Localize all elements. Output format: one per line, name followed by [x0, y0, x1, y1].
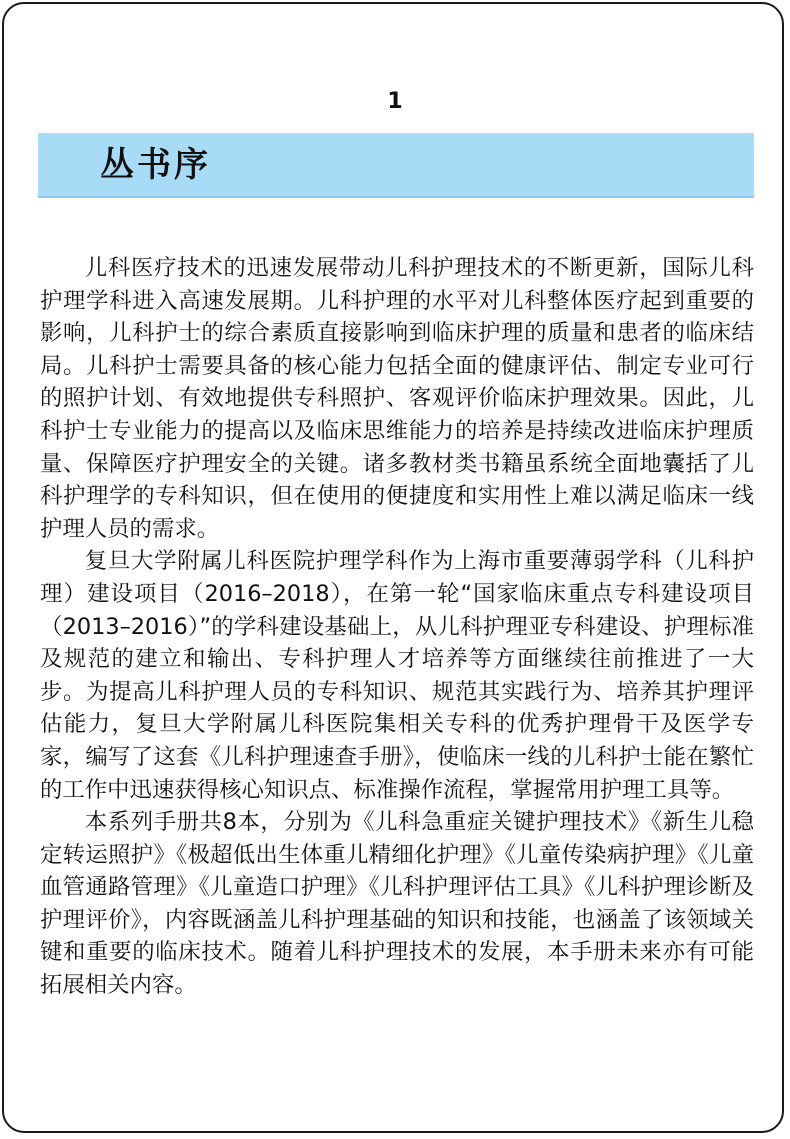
section-title: 丛书序	[100, 145, 211, 185]
paragraph-1: 儿科医疗技术的迅速发展带动儿科护理技术的不断更新，国际儿科护理学科进入高速发展期。儿科护理的水平对儿科整体医疗起到重要的影响，儿科护士的综合素质直接影响到临床护理的质量和患者的临床结局。儿科护士需要具备的核心能力包括全面的健康评估、制定专业可行的照护计划、有效地提供专科照护、客观评价临床护理效果。因此，儿科护士专业能力的提高以及临床思维能力的培养是持续改进临床护理质量、保障医疗护理安全的关键。诸多教材类书籍虽系统全面地囊括了儿科护理学的专科知识，但在使用的便捷度和实用性上难以满足临床一线护理人员的需求。	[40, 255, 754, 542]
paragraph-2: 复旦大学附属儿科医院护理学科作为上海市重要薄弱学科（儿科护理）建设项目（2016–2018），在第一轮“国家临床重点专科建设项目（2013–2016）”的学科建设基础上，从儿科护理亚专科建设、护理标准及规范的建立和输出、专科护理人才培养等方面继续往前推进了一大步。为提高儿科护理人员的专科知识、规范其实践行为、培养其护理评估能力，复旦大学附属儿科医院集相关专科的优秀护理骨干及医学专家，编写了这套《儿科护理速查手册》，使临床一线的儿科护士能在繁忙的工作中迅速获得核心知识点、标准操作流程，掌握常用护理工具等。	[40, 548, 754, 803]
page-number: 1	[387, 89, 403, 114]
title-banner	[38, 133, 754, 198]
paragraph-3: 本系列手册共8本，分别为《儿科急重症关键护理技术》《新生儿稳定转运照护》《极超低出生体重儿精细化护理》《儿童传染病护理》《儿童血管通路管理》《儿童造口护理》《儿科护理评估工具》《儿科护理诊断及护理评价》，内容既涵盖儿科护理基础的知识和技能，也涵盖了该领域关键和重要的临床技术。随着儿科护理技术的发展，本手册未来亦有可能拓展相关内容。	[40, 809, 754, 999]
body-text	[40, 252, 754, 1002]
